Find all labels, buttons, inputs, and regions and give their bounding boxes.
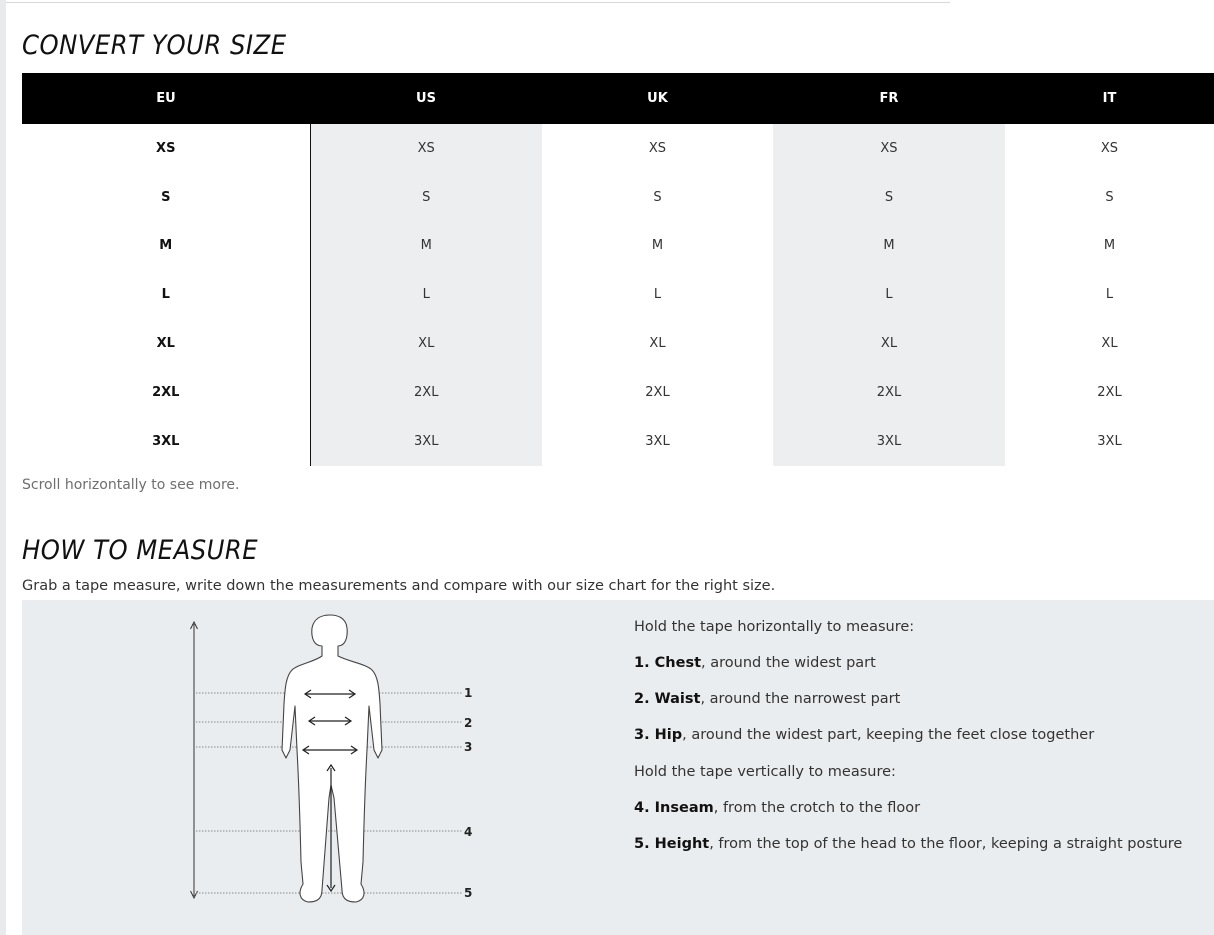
horizontal-intro: Hold the tape horizontally to measure: [634,619,915,635]
size-cell-us: M [310,222,542,271]
body-measurement-diagram [22,600,622,935]
step-text: , from the top of the head to the floor, keeping a straight posture [709,836,1183,852]
left-edge [0,0,6,935]
size-cell-uk: M [651,238,664,254]
table-row [22,124,1214,173]
size-cell-fr: M [773,222,1005,271]
size-cell-it: XL [1101,336,1118,352]
step-text: , around the widest part, keeping the feet close together [682,727,1095,743]
table-row [22,222,1214,271]
step-label: 2. Waist [634,691,701,707]
step-label: 1. Chest [634,655,702,671]
measure-label-3: 3 [464,740,473,754]
size-cell-eu: XL [22,319,310,368]
step-waist [634,691,900,707]
step-label: 4. Inseam [634,800,714,816]
size-cell-it: 3XL [1097,433,1122,449]
body-silhouette-icon [282,615,382,902]
size-cell-eu: 3XL [22,417,310,466]
height-arrow-icon [191,622,198,898]
measure-label-2: 2 [464,716,473,730]
measure-label-5: 5 [464,886,473,900]
size-cell-us: 2XL [310,368,542,417]
step-label: 5. Height [634,836,710,852]
table-row [22,417,1214,466]
size-cell-eu: L [22,270,310,319]
col-header-fr: FR [773,73,1005,124]
step-text: , around the narrowest part [700,691,901,707]
step-chest [634,655,876,671]
step-hip [634,727,1094,743]
size-cell-us: L [310,270,542,319]
size-cell-it: L [1105,287,1114,303]
size-cell-it: XS [1100,140,1119,156]
size-cell-us: XS [310,124,542,173]
size-cell-uk: S [653,189,662,205]
size-cell-fr: 2XL [773,368,1005,417]
size-cell-eu: 2XL [22,368,310,417]
size-cell-fr: S [773,173,1005,222]
measure-panel [22,600,1214,935]
size-cell-eu: M [22,222,310,271]
vertical-intro: Hold the tape vertically to measure: [634,764,896,780]
size-cell-us: S [310,173,542,222]
size-cell-it: 2XL [1097,384,1122,400]
size-cell-uk: XL [649,336,666,352]
size-cell-us: 3XL [310,417,542,466]
size-cell-it: S [1105,189,1114,205]
measure-intro: Grab a tape measure, write down the measurements and compare with our size chart for the right size. [22,578,776,594]
size-cell-fr: XS [773,124,1005,173]
size-cell-eu: XS [22,124,310,173]
size-cell-us: XL [310,319,542,368]
col-header-us: US [310,73,542,124]
size-conversion-table[interactable] [22,73,1214,466]
table-row [22,319,1214,368]
measure-label-1: 1 [464,686,473,700]
size-cell-uk: 3XL [645,433,670,449]
step-inseam [634,800,920,816]
table-row [22,270,1214,319]
size-cell-uk: 2XL [645,384,670,400]
table-row [22,368,1214,417]
size-cell-eu: S [22,173,310,222]
size-cell-uk: L [653,287,662,303]
top-divider [6,2,950,3]
size-cell-fr: L [773,270,1005,319]
size-table-header [22,73,1214,124]
col-header-it: IT [1005,73,1214,124]
scroll-hint: Scroll horizontally to see more. [22,477,240,493]
step-text: , from the crotch to the floor [713,800,921,816]
size-cell-fr: 3XL [773,417,1005,466]
size-cell-fr: XL [773,319,1005,368]
step-label: 3. Hip [634,727,683,743]
convert-size-heading: CONVERT YOUR SIZE [22,30,287,61]
size-cell-it: M [1103,238,1116,254]
size-cell-uk: XS [648,140,667,156]
how-to-measure-heading: HOW TO MEASURE [22,535,259,566]
measure-label-4: 4 [464,825,473,839]
step-text: , around the widest part [701,655,876,671]
table-row [22,173,1214,222]
step-height [634,836,1182,852]
col-header-eu: EU [22,73,310,124]
col-header-uk: UK [542,73,773,124]
